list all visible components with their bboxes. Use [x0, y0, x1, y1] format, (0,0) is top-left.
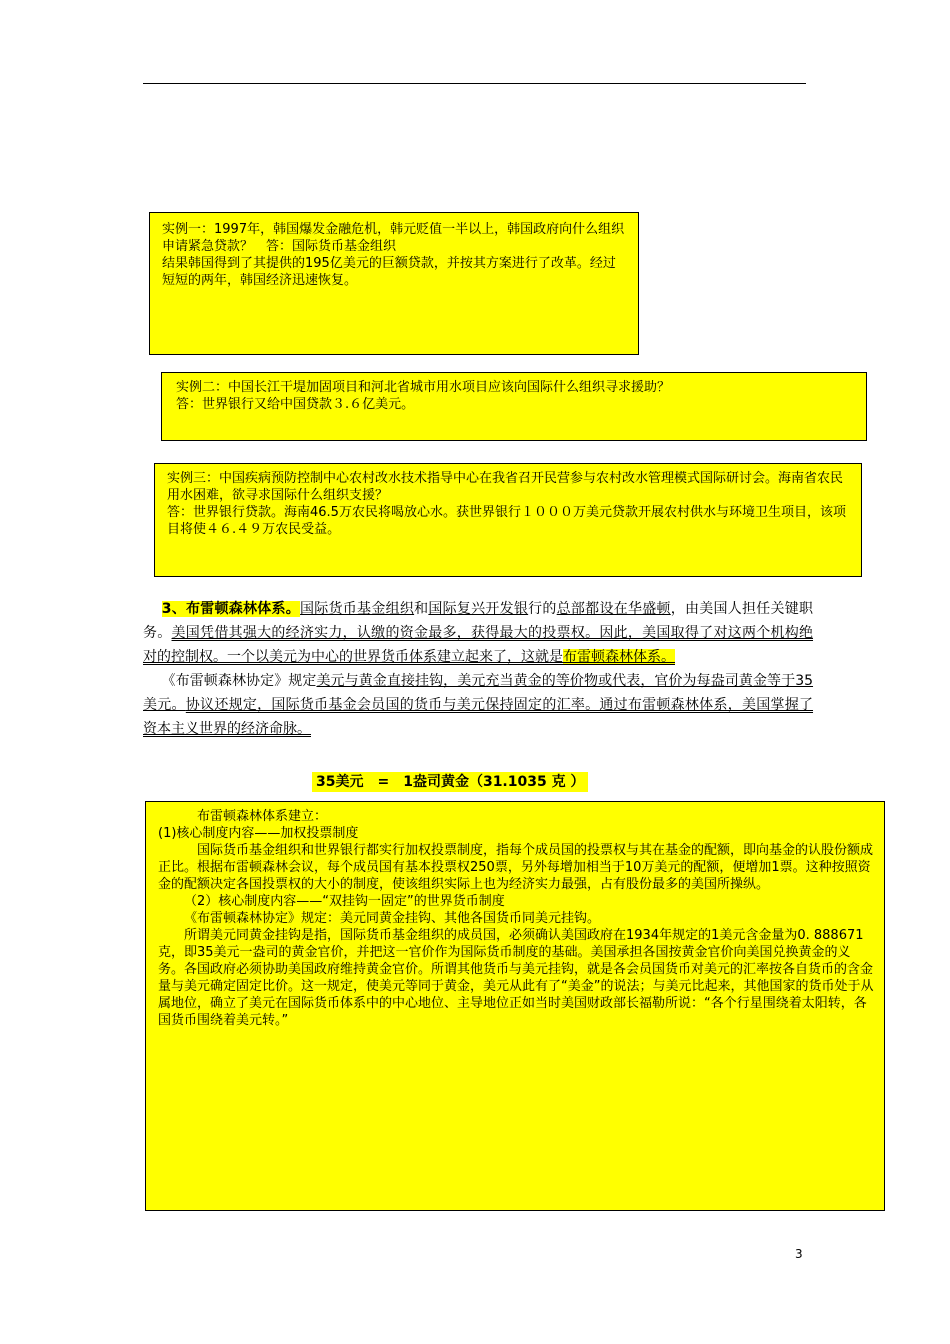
bretton-woods-box [145, 801, 885, 1211]
imf-term: 国际货币基金组织 [300, 601, 415, 617]
example-1-question: 实例一：1997年，韩国爆发金融危机，韩元贬值一半以上，韩国政府向什么组织申请紧急贷款？ 答：国际货币基金组织 [162, 222, 625, 254]
header-rule [143, 83, 806, 84]
example-3-box [154, 463, 862, 577]
example-3-question: 实例三：中国疾病预防控制中心农村改水技术指导中心在我省召开民营参与农村改水管理模式国际研讨会。海南省农民用水困难，欲寻求国际什么组织支援？ [167, 471, 844, 503]
example-2-answer: 答：世界银行又给中国贷款３.６亿美元。 [176, 397, 415, 412]
box-4-heading-1: (1)核心制度内容——加权投票制度 [158, 826, 359, 841]
section-3-paragraph-1 [143, 597, 813, 669]
box-4-paragraph-1: 国际货币基金组织和世界银行都实行加权投票制度，指每个成员国的投票权与其在基金的配额，即向基金的认股份额成正比。根据布雷顿森林会议，每个成员国有基本投票权250票，另外每增加相当于10万美元的配额，便增加1票。这种按照资金的配额决定各国投票权的大小的制度，使该组织实际上也为经济实力最强，占有股份最多的美国所操纵。 [158, 843, 874, 892]
conjunction-text: 和 [414, 601, 429, 617]
example-3-answer: 答：世界银行贷款。海南46.5万农民将喝放心水。获世界银行１０００万美元贷款开展农村供水与环境卫生项目，该项目将使４６.４９万农民受益。 [167, 505, 846, 537]
bretton-woods-term: 布雷顿森林体系。 [563, 649, 675, 665]
ibrd-term: 国际复兴开发银 [428, 601, 529, 617]
example-1-answer: 结果韩国得到了其提供的195亿美元的巨额贷款，并按其方案进行了改革。经过短短的两年，韩国经济迅速恢复。 [162, 256, 616, 288]
gold-formula: 35美元 = 1盎司黄金（31.1035 克 ） [312, 772, 588, 792]
box-4-heading-2: （2）核心制度内容——“双挂钩一固定”的世界货币制度 [184, 894, 505, 909]
control-text: 美国凭借其强大的经济实力，认缴的资金最多，获得最大的投票权。因此，美国取得了对这两个机构绝对的控制权。一个以美元为中心的世界货币体系建立起来了，这就是 [143, 625, 814, 665]
text-fragment: 行的 [528, 601, 557, 617]
gold-peg-text: 美元与黄金直接挂钩，美元充当黄金的等价物或代表，官价为每盎司黄金等于35美元。 [143, 673, 814, 713]
section-3-heading: 3、布雷顿森林体系。 [161, 601, 301, 617]
section-3-body [143, 597, 813, 741]
section-3-paragraph-2 [143, 669, 813, 741]
agreement-lead: 《布雷顿森林协定》规定 [161, 673, 317, 689]
fixed-rate-text: 协议还规定，国际货币基金会员国的货币与美元保持固定的汇率。通过布雷顿森林体系，美国掌握了资本主义世界的经济命脉。 [143, 697, 814, 737]
example-2-question: 实例二：中国长江干堤加固项目和河北省城市用水项目应该向国际什么组织寻求援助？ [176, 380, 671, 395]
box-4-paragraph-2: 《布雷顿森林协定》规定：美元同黄金挂钩、其他各国货币同美元挂钩。 [184, 911, 601, 926]
text-fragment: ，由美国人担任关键职务。 [143, 601, 814, 641]
page-number: 3 [795, 1247, 803, 1261]
box-4-paragraph-3: 所谓美元同黄金挂钩是指，国际货币基金组织的成员国，必须确认美国政府在1934年规定的1美元含金量为0. 888671克，即35美元一盎司的黄金官价，并把这一官价作为国际货币制度的基础。美国承担各国按黄金官价向美国兑换黄金的义务。各国政府必须协助美国政府维持黄金官价。所谓其他货币与美元挂钩，就是各会员国货币对美元的汇率按各自货币的含金量与美元确定固定比价。这一规定，使美元等同于黄金，美元从此有了“美金”的说法；与美元比起来，其他国家的货币处于从属地位，确立了美元在国际货币体系中的中心地位、主导地位正如当时美国财政部长福勒所说：“各个行星围绕着太阳转，各国货币围绕着美元转。” [158, 928, 874, 1028]
example-1-box [149, 212, 639, 355]
box-4-title: 布雷顿森林体系建立： [197, 809, 328, 824]
example-2-box [161, 372, 867, 441]
hq-text: 总部都设在华盛顿 [556, 601, 671, 617]
